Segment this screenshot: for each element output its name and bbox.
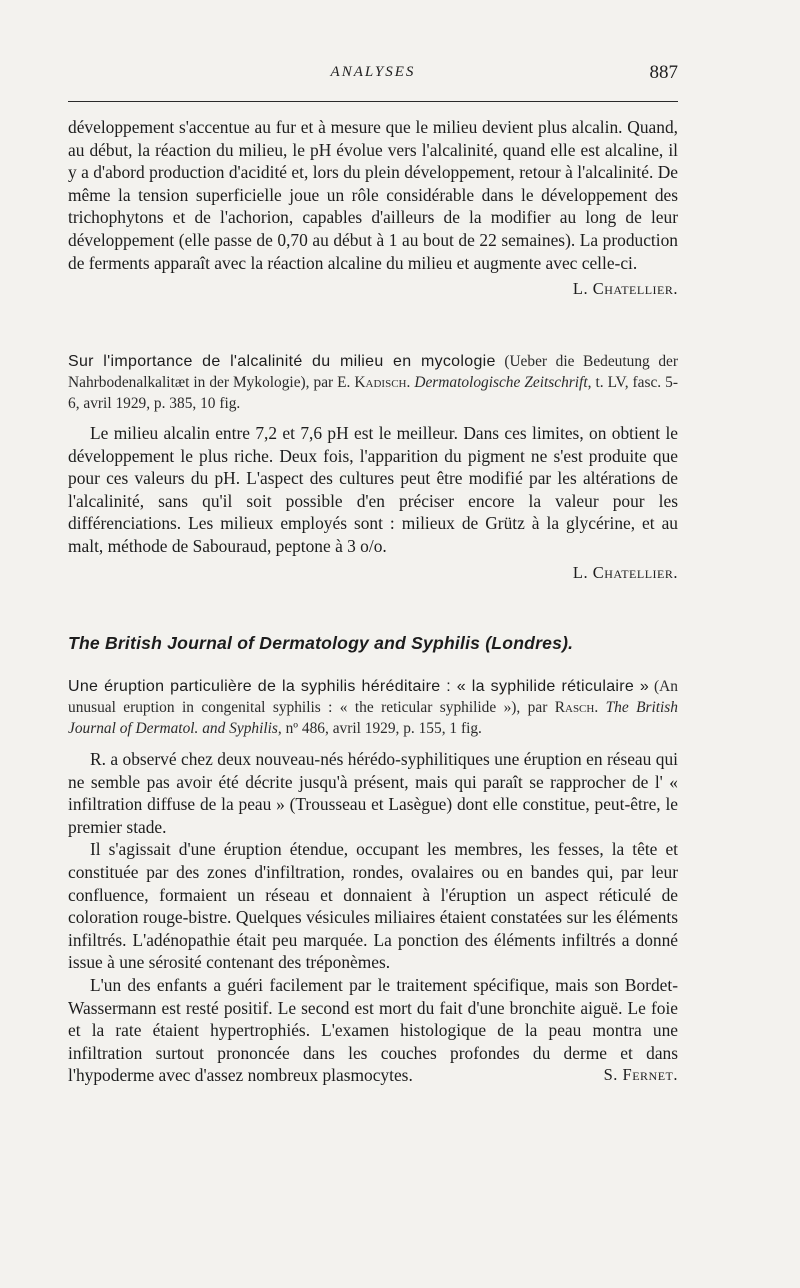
journal-section-heading — [68, 632, 678, 655]
article-alcalinite — [68, 351, 678, 584]
running-head-title: ANALYSES — [330, 64, 416, 80]
article-paragraph-1: R. a observé chez deux nouveau-nés hérédo-syphilitiques une éruption en réseau qui ne semble pas avoir été décrite jusqu'à présent, mais qui paraît se rapprocher de l' « infiltration diffuse de la peau » (Trousseau et Lasègue) dont elle constitue, peut-être, le premier stade. — [68, 749, 678, 837]
author-name: Rasch — [554, 699, 595, 716]
continuation-paragraph: développement s'accentue au fur et à mesure que le milieu devient plus alcalin. Quand, au début, la réaction du milieu, le pH évolue vers l'alcalinité, quand elle est alcaline, il y a d'abord production d'acidité et, lors du plein développement, retour à l'alcalinité. De même la tension superficielle joue un rôle considérable dans le développement des trichophytons et de l'achorion, capables d'ailleurs de la modifier au long de leur développement (elle passe de 0,70 au début à 1 au bout de 22 semaines). La production de ferments apparaît avec la réaction alcaline du milieu et augmente avec celle-ci. — [68, 117, 678, 273]
header-rule — [68, 101, 678, 102]
running-head — [68, 62, 678, 88]
article-paragraph-2: Il s'agissait d'une éruption étendue, occupant les membres, les fesses, la tête et constituée par des zones d'infiltration, rondes, ovalaires ou en bandes qui, par leur confluence, formaient un réseau et donnaient à l'éruption un aspect réticulé de coloration rouge-bistre. Quelques vésicules miliaires étaient constatées sur les éléments infiltrés. L'adénopathie était peu marquée. La ponction des éléments infiltrés a donné issue à une sérosité contenant des tréponèmes. — [68, 839, 678, 973]
article-title: Sur l'importance de l'alcalinité du milieu en mycologie — [68, 353, 496, 370]
article-heading — [68, 676, 678, 739]
page-number: 887 — [649, 62, 678, 83]
journal-heading: The British Journal of Dermatology and Syphilis (Londres). — [68, 633, 574, 653]
article-paragraph: Le milieu alcalin entre 7,2 et 7,6 pH est le meilleur. Dans ces limites, on obtient le développement le plus riche. Deux fois, l'apparition du pigment ne s'est produite que pour ces valeurs du pH. L'aspect des cultures peut être modifié par les altérations de l'alcalinité, sans qu'il soit possible d'en préciser encore la valeur pour les différenciations. Les milieux employés sont : milieux de Grütz à la glycérine, et au malt, méthode de Sabouraud, peptone à 3 o/o. — [68, 423, 678, 556]
continuation-section — [68, 116, 678, 301]
article-paragraph-3: L'un des enfants a guéri facilement par le traitement spécifique, mais son Bordet-Wassermann est resté positif. Le second est mort du fait d'une bronchite aiguë. Le foie et la rate étaient hypertrophiés. L'examen histologique de la peau montra une infiltration surtout prononcée dans les couches profondes du derme et dans l'hypoderme avec d'assez nombreux plasmocytes. — [68, 974, 678, 1086]
journal-name: The British Journal of Dermatol. and Syphilis — [68, 699, 678, 737]
signature-chatellier-2: L. Chatellier. — [572, 562, 678, 582]
article-citation: (Ueber die Bedeutung der Nahrbodenalkalitæt in der Mykologie), par E. Kadisch. Dermatologische Zeitschrift, t. LV, fasc. 5-6, avril 1929, p. 385, 10 fig. — [68, 353, 679, 412]
article-title: Une éruption particulière de la syphilis héréditaire : « la syphilide réticulaire » — [68, 678, 650, 695]
article-citation: (An unusual eruption in congenital syphilis : « the reticular syphilide »), par Rasch. The British Journal of Dermatol. and Syphilis, nº 486, avril 1929, p. 155, 1 fig. — [68, 678, 678, 737]
signature-chatellier-1: L. Chatellier. — [572, 279, 678, 299]
article-heading — [68, 351, 678, 414]
article-syphilide — [68, 676, 678, 1087]
signature-fernet: S. Fernet. — [603, 1065, 678, 1085]
journal-name: Dermatologische Zeitschrift — [414, 374, 588, 391]
author-name: Kadisch — [354, 374, 407, 391]
